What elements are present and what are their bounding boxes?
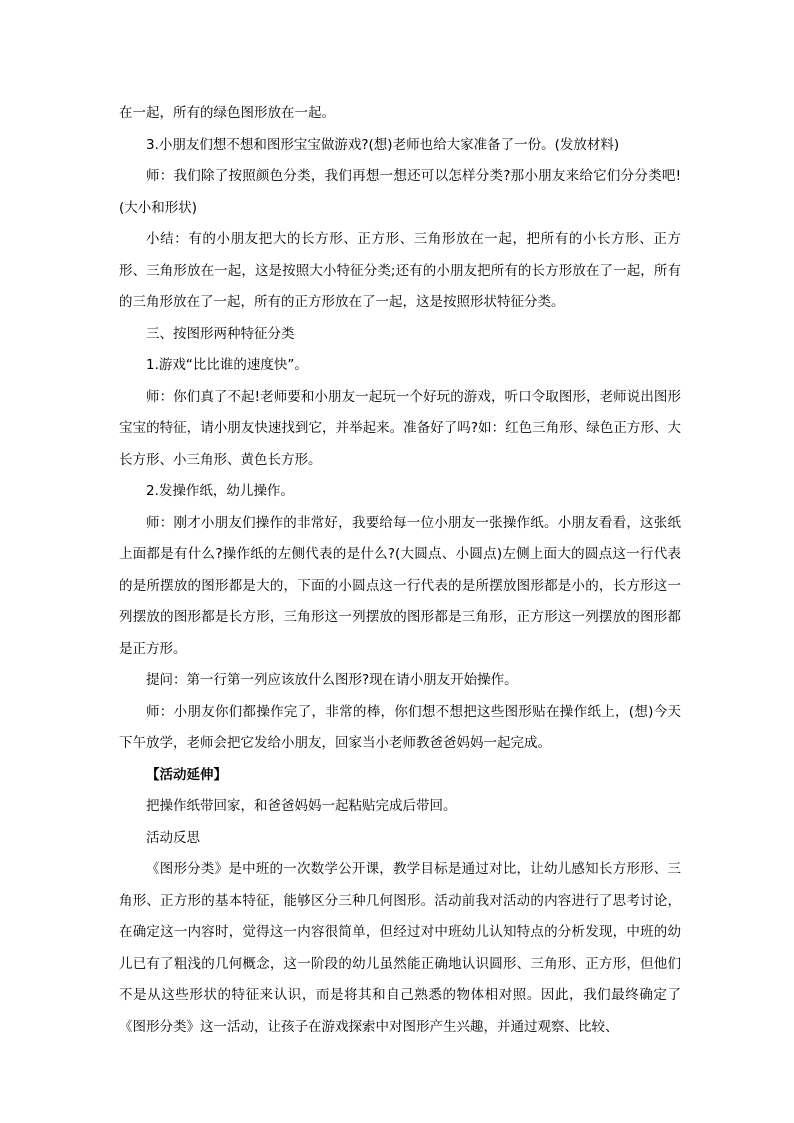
paragraph-game-1: 1.游戏“比比谁的速度快”。 [146,357,308,373]
paragraph-step-3: 3.小朋友们想不想和图形宝宝做游戏?(想)老师也给大家准备了一份。(发放材料) [146,136,620,153]
paragraph-reflection: 《图形分类》是中班的一次数学公开课，教学目标是通过对比，让幼儿感知长方形形、三角形、正方形的基本特征，能够区分三种几何图形。活动前我对活动的内容进行了思考讨论，在确定这一内容时，觉得这一内容很简单，但经过对中班幼儿认知特点的分析发现，中班的幼儿已有了粗浅的几何概念，这一阶段的幼儿虽然能正确地认识圆形、三角形、正方形，但他们不是从这些形状的特征来认识，而是将其和自己熟悉的物体相对照。因此，我们最终确定了《图形分类》这一活动，让孩子在游戏探索中对图形产生兴趣，并通过观察、比较、 [119,861,681,1035]
paragraph-continuation: 在一起，所有的绿色图形放在一起。 [119,105,335,121]
heading-activity-reflection: 活动反思 [146,829,200,846]
paragraph-teacher-game: 师：你们真了不起!老师要和小朋友一起玩一个好玩的游戏，听口令取图形，老师说出图形宝宝的特征，请小朋友快速找到它，并举起来。准备好了吗?如：红色三角形、绿色正方形、大长方形、小三角形、黄色长方形。 [119,388,681,468]
paragraph-step-2: 2.发操作纸，幼儿操作。 [146,483,294,499]
paragraph-extension: 把操作纸带回家，和爸爸妈妈一起粘贴完成后带回。 [146,798,457,814]
paragraph-teacher-sort-question: 师：我们除了按照颜色分类，我们再想一想还可以怎样分类?那小朋友来给它们分分类吧!(大小和形状) [119,168,681,216]
paragraph-summary: 小结：有的小朋友把大的长方形、正方形、三角形放在一起，把所有的小长方形、正方形、三角形放在一起，这是按照大小特征分类;还有的小朋友把所有的长方形放在了一起，所有的三角形放在了一起，所有的正方形放在了一起，这是按照形状特征分类。 [119,231,681,310]
heading-activity-extension: 【活动延伸】 [146,766,227,783]
paragraph-question: 提问：第一行第一列应该放什么图形?现在请小朋友开始操作。 [146,672,518,688]
paragraph-teacher-finish: 师：小朋友你们都操作完了，非常的棒，你们想不想把这些图形贴在操作纸上，(想)今天下午放学，老师会把它发给小朋友，回家当小老师教爸爸妈妈一起完成。 [119,703,681,751]
paragraph-teacher-worksheet: 师：刚才小朋友们操作的非常好，我要给每一位小朋友一张操作纸。小朋友看看，这张纸上面都是有什么?操作纸的左侧代表的是什么?(大圆点、小圆点)左侧上面大的圆点这一行代表的是所摆放的图形都是大的，下面的小圆点这一行代表的是所摆放图形都是小的，长方形这一列摆放的图形都是长方形，三角形这一列摆放的图形都是三角形，正方形这一列摆放的图形都是正方形。 [119,514,681,657]
section-heading-three: 三、按图形两种特征分类 [146,325,295,342]
document-body [119,98,681,1043]
